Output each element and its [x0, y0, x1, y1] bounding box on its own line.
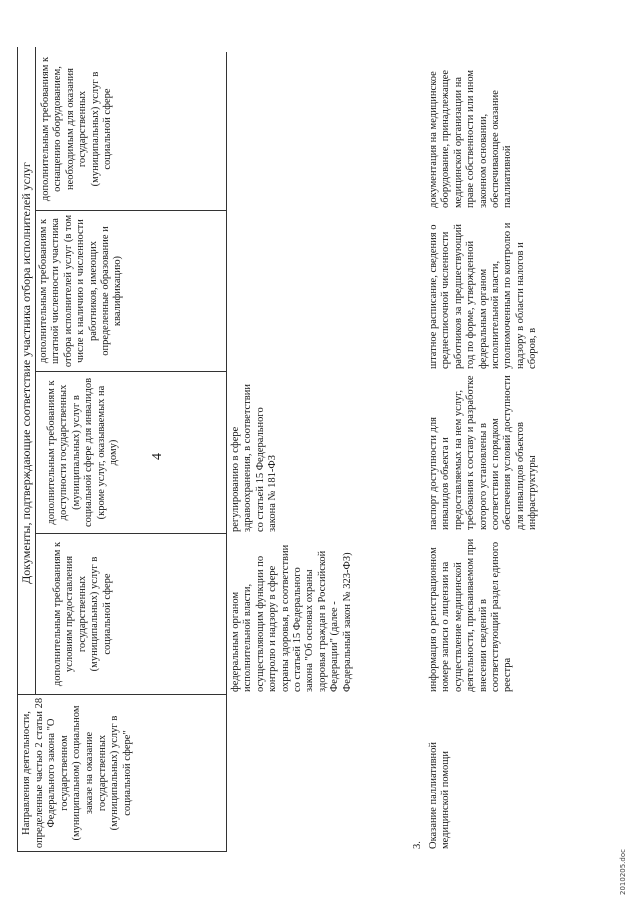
table-line-top [17, 47, 18, 852]
col5-header: дополнительным требованиям к оснащению оборудованием, необходимым для оказания государственных (муниципальных) услуг в социальной сфере [40, 56, 114, 202]
row3-staffing-docs: штатное расписание, сведения о среднесписочной численности работников за предшествующий год по форме, утвержденной федеральным органом исполнительной власти, уполномоченным по контролю и надзору в области налогов и сборов, в [428, 222, 539, 369]
col3-header: дополнительным требованиям к доступности государственных (муниципальных) услуг в социальной сфере для инвалидов (кроме услуг, оказываемых на дому) [46, 377, 120, 528]
row3-equipment-docs: документация на медицинское оборудование, принадлежащее медицинской организации на праве собственности или ином законном основании, обеспечивающее оказание паллиативной [428, 69, 514, 208]
col4-header: дополнительным требованиям к штатной численности участника отбора исполнителей услуг (в том числе к наличию и численности работников, имеющих определенные образование и квалификацию) [38, 214, 124, 368]
page-number: 4 [150, 453, 165, 460]
continuation-col2: федеральным органом исполнительной власти, осуществляющим функции по контролю и надзору в сфере охраны здоровья, в соответствии со статьей 15 Федерального закона "Об основах охраны здоровья граждан в Российской Федерации" (далее - Федеральный закон № 323-ФЗ) [230, 544, 353, 692]
col1-header: Направления деятельности, определенные частью 2 статьи 28 Федерального закона "О государственном (муниципальном) социальном заказе на оказание государственных (муниципальных) услуг в социальной сфере" [21, 697, 133, 849]
table-line-left [17, 851, 227, 852]
row3-direction: Оказание паллиативной медицинской помощи [428, 741, 452, 849]
row3-accessibility-passport: паспорт доступности для инвалидов объекта и предоставляемых на нем услуг, требования к составу и разработке которого установлены в соответствии с порядком обеспечения условий доступности для инвалидов объектов инфраструктуры [428, 375, 539, 530]
table-line-col3 [35, 371, 227, 372]
col2-header: дополнительным требованиям к условиям предоставления государственных (муниципальных) услуг в социальной сфере [52, 541, 113, 687]
row3-number: 3. [412, 841, 423, 849]
table-line-col1 [17, 694, 227, 695]
continuation-col3: регулированию в сфере здравоохранения, в соответствии со статьей 15 Федерального закона № 181-ФЗ [230, 383, 279, 532]
row3-license-info: информация о регистрационном номере записи о лицензии на осуществление медицинской деятельности, присваиваемом при внесении сведений в соответствующий раздел единого реестра [428, 538, 514, 692]
header-span-cell: Документы, подтверждающие соответствие участника отбора исполнителей услуг [19, 162, 33, 584]
footer-code: 2010205.doc [619, 849, 627, 895]
table-line-col2 [35, 533, 227, 534]
table-line-bottom [226, 52, 227, 852]
table-line-col4 [35, 210, 227, 211]
